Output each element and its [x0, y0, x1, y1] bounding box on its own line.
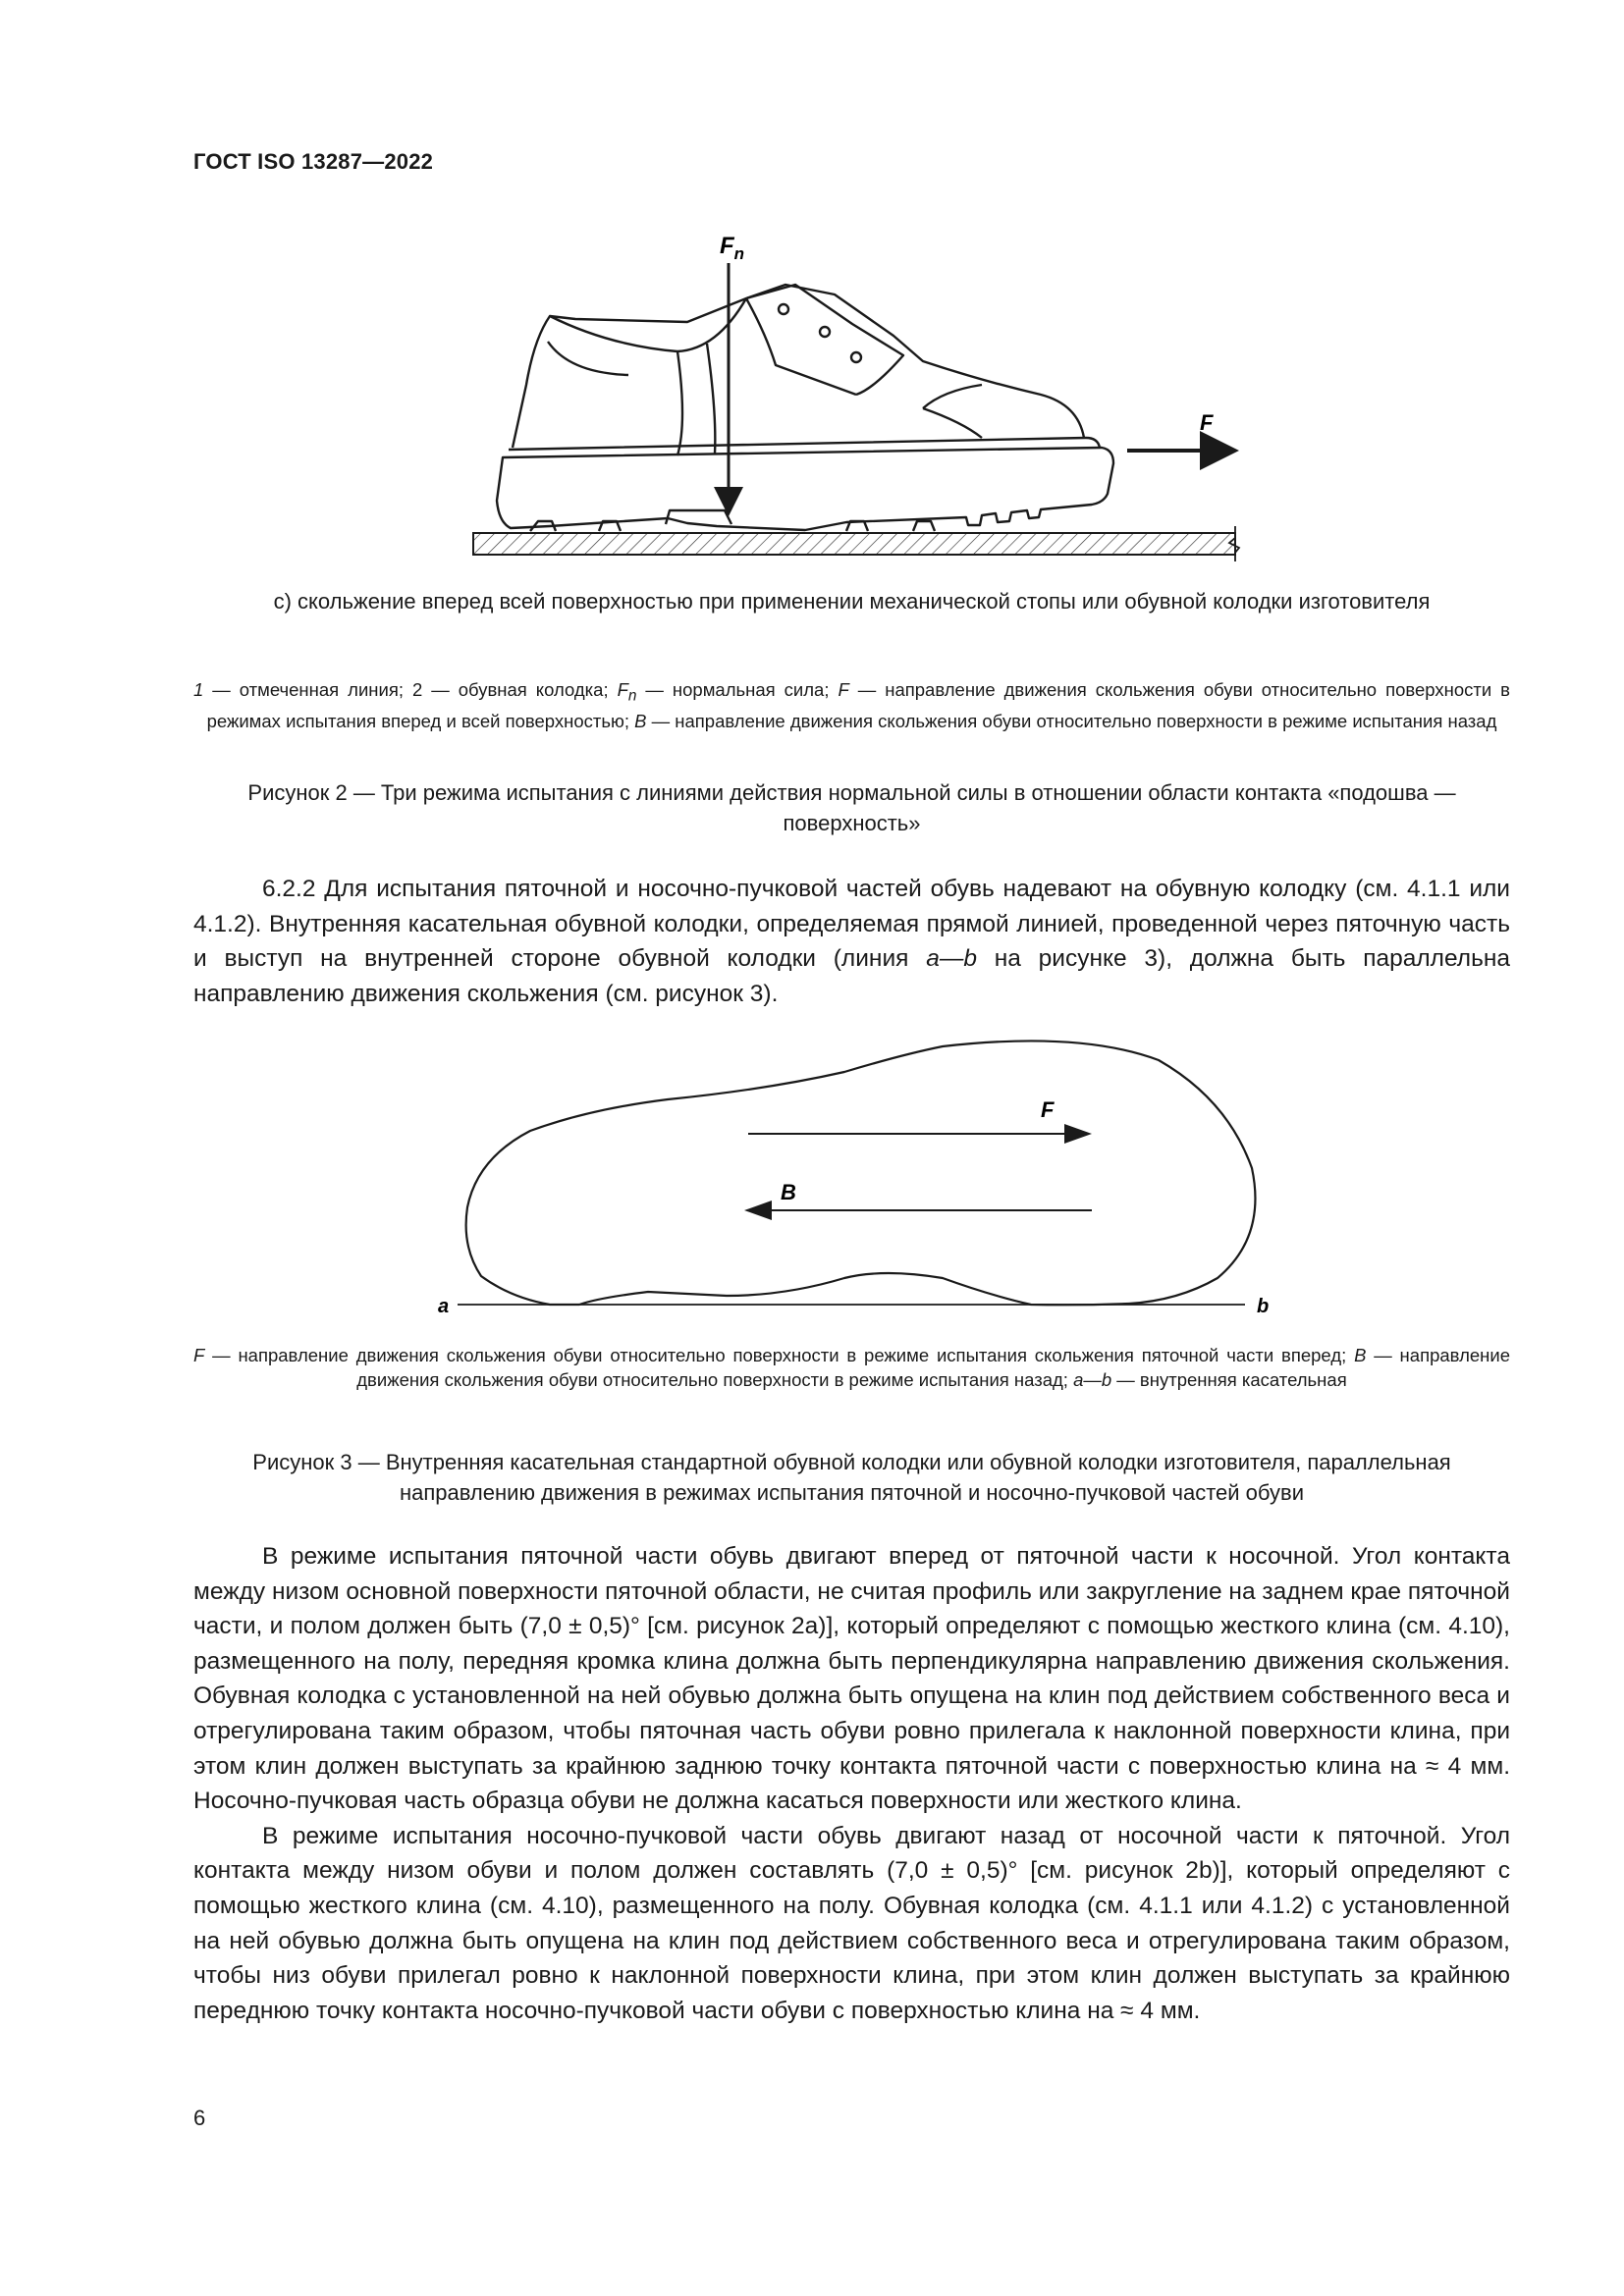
label-f: F: [1041, 1097, 1055, 1122]
label-b: B: [781, 1180, 796, 1204]
page-number: 6: [193, 2106, 206, 2130]
figure2-title: Рисунок 2 — Три режима испытания с линиями действия нормальной силы в отношении области контакта «подошва — поверхность»: [247, 780, 1456, 835]
last-outline: [466, 1041, 1256, 1305]
figure3-key: F — направление движения скольжения обуви относительно поверхности в режиме испытания скольжения пяточной части вперед; B — направление движения скольжения обуви относительно поверхности в режиме испытания назад; a—b — внутренняя касательная: [193, 1345, 1510, 1390]
shoe-drawing: [497, 285, 1113, 531]
paragraph-forepart-test: В режиме испытания носочно-пучковой части обувь двигают назад от носочной части к пяточной. Угол контакта между низом обуви и полом должен составлять (7,0 ± 0,5)° [см. рисунок 2b)], который определяют с помощью жесткого клина (см. 4.10), размещенного на полу. Обувная колодка (см. 4.1.1 или 4.1.2) с установленной на ней обувью должна быть опущена на клин под действием собственного веса и отрегулирована таким образом, чтобы низ обуви прилегал ровно к наклонной поверхности клина, при этом клин должен выступать за крайнюю переднюю точку контакта носочно-пучковой части обуви с поверхностью клина на ≈ 4 мм.: [193, 1822, 1510, 2024]
label-b-end: b: [1257, 1296, 1270, 1317]
last-tangent-figure: [0, 1021, 1624, 1325]
normal-force-label: $F_n$: [720, 233, 745, 263]
shoe-slip-figure: [0, 0, 1624, 589]
section-6-2-2: 6.2.2 Для испытания пяточной и носочно-пучковой частей обувь надевают на обувную колодку (см. 4.1.1 или 4.1.2). Внутренняя касательная обувной колодки, определяемая прямой линией, проведенной через пяточную часть и выступ на внутренней стороне обувной колодки (линия a—b на рисунке 3), должна быть параллельна направлению движения скольжения (см. рисунок 3).: [193, 876, 1510, 1007]
floor-surface: [473, 533, 1235, 555]
document-code-header: ГОСТ ISO 13287—2022: [193, 149, 434, 174]
figure3-title: Рисунок 3 — Внутренняя касательная стандартной обувной колодки или обувной колодки изготовителя, параллельная направлению движения в режимах испытания пяточной и носочно-пучковой частей обуви: [252, 1450, 1451, 1505]
paragraph-heel-test: В режиме испытания пяточной части обувь двигают вперед от пяточной части к носочной. Угол контакта между низом основной поверхности пяточной области, не считая профиль или закругление на заднем крае пяточной части, и полом должен быть (7,0 ± 0,5)° [см. рисунок 2a)], который определяют с помощью жесткого клина (см. 4.10), размещенного на полу, передняя кромка клина должна быть перпендикулярна направлению движения скольжения. Обувная колодка с установленной на ней обувью должна быть опущена на клин под действием собственного веса и отрегулирована таким образом, чтобы пяточная часть обуви ровно прилегала к наклонной поверхности клина, при этом клин должен выступать за крайнюю заднюю точку контакта пяточной части с поверхностью клина на ≈ 4 мм. Носочно-пучковая часть образца обуви не должна касаться поверхности или жесткого клина.: [193, 1543, 1510, 1815]
slip-force-label: F: [1200, 410, 1214, 435]
figure2-key: 1 — отмеченная линия; 2 — обувная колодка; $F_n$ — нормальная сила; F — направление движения скольжения обуви относительно поверхности в режимах испытания вперед и всей поверхностью; B — направление движения скольжения обуви относительно поверхности в режиме испытания назад: [193, 679, 1510, 731]
label-a: a: [438, 1296, 450, 1317]
body-text: [193, 1539, 1510, 2028]
figure-c-caption: c) скольжение вперед всей поверхностью при применении механической стопы или обувной колодки изготовителя: [273, 589, 1431, 614]
